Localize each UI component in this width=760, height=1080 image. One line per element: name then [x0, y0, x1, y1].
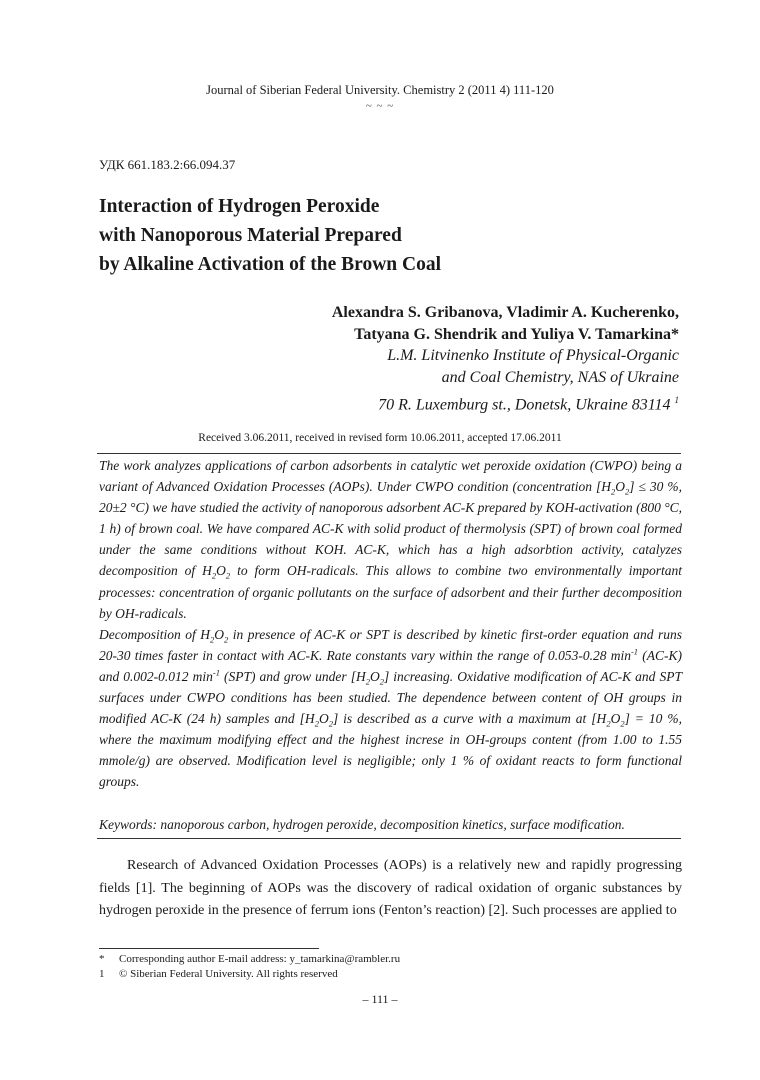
keywords: Keywords: nanoporous carbon, hydrogen peroxide, decomposition kinetics, surface modification.: [99, 817, 625, 832]
authors-line-2: Tatyana G. Shendrik and Yuliya V. Tamarkina*: [354, 326, 679, 343]
title-line-1: Interaction of Hydrogen Peroxide: [99, 196, 380, 217]
abstract-top-rule: [97, 453, 681, 454]
footnote-text: © Siberian Federal University. All rights reserved: [119, 968, 338, 980]
page-number: – 111 –: [362, 992, 398, 1006]
header-ornament: ~ ~ ~: [365, 100, 395, 112]
keywords-bottom-rule: [97, 838, 681, 839]
affiliation-line-2: and Coal Chemistry, NAS of Ukraine: [441, 369, 679, 386]
footnote-mark: 1: [99, 968, 105, 980]
title-line-3: by Alkaline Activation of the Brown Coal: [99, 254, 442, 275]
footnote-copyright: [99, 968, 338, 980]
affiliation: [378, 345, 679, 416]
body-paragraph-1: Research of Advanced Oxidation Processes (AOPs) is a relatively new and rapidly progressing fields [1]. The beginning of AOPs was the discovery of radical oxidation of organic substances by hydrogen peroxide in the presence of ferrum ions (Fenton’s reaction) [2]. Such processes are applied to: [99, 858, 682, 918]
affiliation-address: 70 R. Luxemburg st., Donetsk, Ukraine 83114: [378, 396, 671, 414]
footnote-corresponding: [99, 953, 400, 965]
abstract-paragraph-2: Decomposition of $H_2O_2$ in presence of AC-K or SPT is described by kinetic first-order equation and runs 20-30 times faster in contact with AC-K. Rate constants vary within the range of 0.053-0.28 $\min^{-1} (AC-K)$ and 0.002-0.012 $\min^{-1} (SPT)$ and grow under $[H_2O_2]$ increasing. Oxidative modification of AC-K and SPT surfaces under CWPO conditions has been studied. The dependence between content of OH groups in modified AC-K (24 h) samples and $[H_2O_2]$ is described as a curve with a maximum at $[H_2O_2] = 10$ %, where the maximum modifying effect and the highest increse in OH-groups content (from 1.00 to 1.55 mmole/g) are observed. Modification level is negligible; only 1 % of oxidant reacts to form functional groups.: [99, 626, 683, 790]
affiliation-line-3: [378, 389, 679, 416]
udk-code: УДК 661.183.2:66.094.37: [99, 157, 236, 172]
abstract-paragraph-1: The work analyzes applications of carbon adsorbents in catalytic wet peroxide oxidation (CWPO) being a variant of Advanced Oxidation Processes (AOPs). Under CWPO condition (concentration $[H_2O_2] \le 30$ %, 20±2 °C) we have studied the activity of nanoporous adsorbent AC-K prepared by KOH-activation (800 °C, 1 h) of brown coal. We have compared AC-K with solid product of thermolysis (SPT) of brown coal formed under the same conditions without KOH. AC-K, which has a high adsorbtion activity, catalyzes decomposition of $H_2O_2$ to form OH-radicals. This allows to combine two environmentally important processes: concentration of organic pollutants on the surface of adsorbent and their further decomposition by OH-radicals.: [99, 458, 682, 621]
author-list: [332, 302, 679, 346]
affiliation-line-1: L.M. Litvinenko Institute of Physical-Organic: [387, 347, 679, 364]
received-dates: Received 3.06.2011, received in revised form 10.06.2011, accepted 17.06.2011: [198, 432, 562, 444]
footnote-rule: [99, 948, 319, 949]
authors-line-1: Alexandra S. Gribanova, Vladimir A. Kucherenko,: [331, 304, 679, 321]
affiliation-footnote-mark: 1: [674, 395, 679, 405]
title-line-2: with Nanoporous Material Prepared: [99, 225, 402, 246]
footnote-text: Corresponding author E-mail address: y_tamarkina@rambler.ru: [119, 953, 401, 965]
paper-title: [99, 192, 441, 279]
abstract: [99, 455, 682, 793]
journal-header: Journal of Siberian Federal University. Chemistry 2 (2011 4) 111-120: [206, 83, 554, 97]
body-text: [99, 855, 682, 923]
footnote-mark: *: [99, 953, 105, 965]
